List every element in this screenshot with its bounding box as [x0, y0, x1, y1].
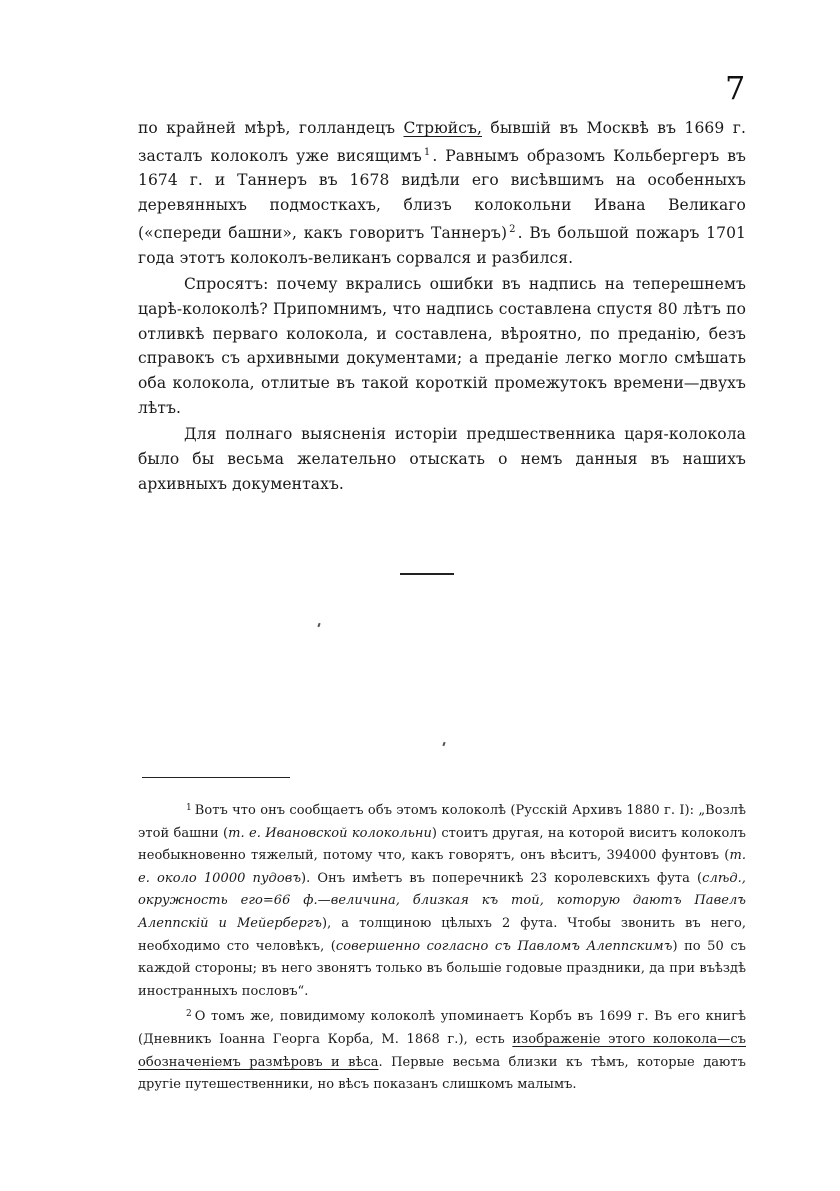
section-divider [400, 573, 454, 575]
text-run: . Въ большой пожаръ 1701 года этотъ колоколъ-великанъ сорвался и разбился. [138, 223, 747, 267]
footnotes [138, 797, 746, 1097]
text-run: ) стоитъ другая, на которой виситъ колоколъ необыкновенно тяжелый, потому что, какъ говорятъ, онъ вѣситъ, 394000 фунтовъ ( [138, 825, 746, 864]
footnote-2 [138, 1003, 746, 1096]
paragraph-3 [138, 422, 746, 496]
print-speck [317, 623, 320, 627]
text-run: ), а толщиною цѣлыхъ 2 фута. Чтобы звонить въ него, необходимо сто человѣкъ, ( [138, 915, 747, 954]
text-run-italic: совершенно согласно съ Павломъ Алеппскимъ [335, 938, 673, 954]
text-run: бывшій въ Москвѣ въ 1669 г. засталъ колоколъ уже висящимъ [138, 119, 746, 165]
footnote-mark: 2 [186, 1009, 192, 1020]
text-run: Для полнаго выясненія исторіи предшественника царя-колокола было бы весьма желательно отыскать о немъ данныя въ нашихъ архивныхъ документахъ. [138, 425, 746, 493]
footnote-ref-2: 2 [509, 223, 516, 235]
text-run: . Первые весьма близки къ тѣмъ, которые даютъ другіе путешественники, но вѣсъ показанъ слишкомъ малымъ. [138, 1054, 746, 1093]
paragraph-2 [138, 272, 746, 420]
print-speck [442, 742, 445, 746]
footnote-1 [138, 797, 746, 1003]
text-run: по крайней мѣрѣ, голландецъ [138, 119, 404, 137]
footnote-ref-1: 1 [423, 146, 431, 158]
text-run-italic: т. е. Ивановской колокольни [228, 825, 432, 841]
text-run: ) по 50 съ каждой стороны; въ него звонятъ только въ большіе годовые праздники, да при въѣздѣ иностранныхъ пословъ“. [138, 938, 746, 999]
text-run-italic: т. е. около 10000 пудовъ [138, 848, 746, 886]
text-run: ). Онъ имѣетъ въ поперечникѣ 23 королевскихъ фута ( [301, 870, 703, 886]
text-run: Вотъ что онъ сообщаетъ объ этомъ колоколѣ (Русскій Архивъ 1880 г. I): „Возлѣ этой башни ( [138, 803, 746, 841]
text-run-underlined: Стрюйсъ, [403, 119, 482, 137]
page-number: 7 [725, 69, 746, 107]
text-run-underlined: изображеніе этого колокола—съ обозначеніемъ размѣровъ и вѣса [138, 1031, 746, 1070]
text-run: Спросятъ: почему вкрались ошибки въ надпись на теперешнемъ царѣ-колоколѣ? Припомнимъ, что надпись составлена спустя 80 лѣтъ по отливкѣ перваго колокола, и составлена, вѣроятно, по преданію, безъ справокъ съ архивными документами; а преданіе легко могло смѣшать оба колокола, отлитые въ такой короткій промежутокъ времени—двухъ лѣтъ. [138, 275, 746, 417]
text-run-italic: слѣд., окружность его=66 ф.—величина, близкая къ той, которую даютъ Павелъ Алеппскій и Мейербергъ [138, 870, 746, 931]
footnote-rule [142, 777, 290, 778]
footnote-mark: 1 [186, 803, 192, 813]
text-run: . Равнымъ образомъ Кольбергеръ въ 1674 г. и Таннеръ въ 1678 видѣли его висѣвшимъ на особенныхъ деревянныхъ подмосткахъ, близъ колокольни Ивана Великаго («спереди башни», какъ говоритъ Таннеръ) [138, 146, 747, 242]
text-run: О томъ же, повидимому колоколѣ упоминаетъ Корбъ въ 1699 г. Въ его книгѣ (Дневникъ Іоанна Георга Корба, М. 1868 г.), есть [138, 1009, 746, 1047]
paragraph-1 [138, 116, 746, 270]
main-text [138, 116, 746, 497]
